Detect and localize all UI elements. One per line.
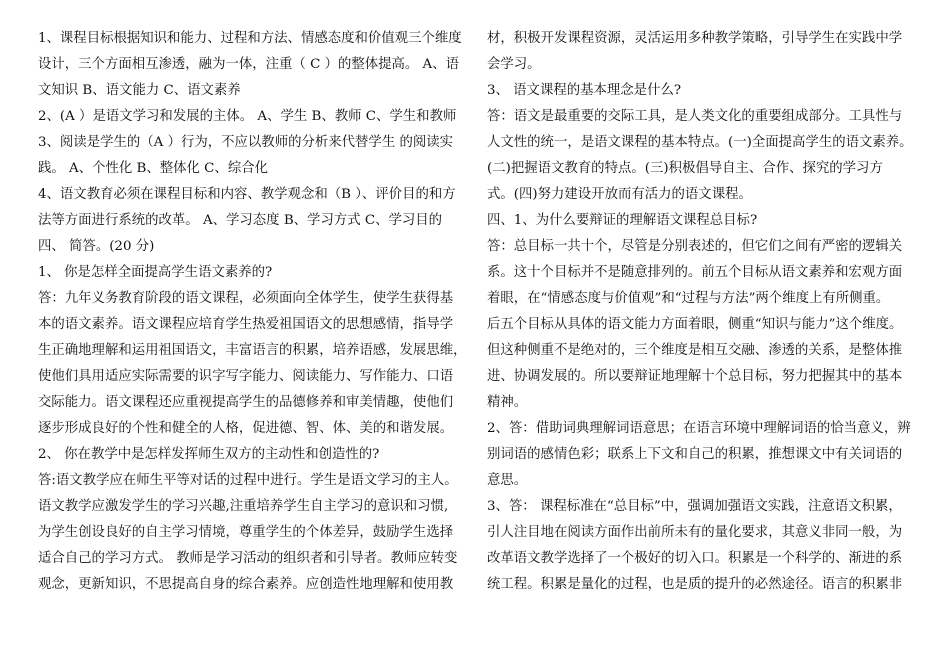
text-line: 设计，三个方面相互渗透，融为一体，注重（ C ）的整体提高。 A、语: [38, 57, 460, 72]
text-line: 式。(四)努力建设开放而有活力的语文课程。: [487, 187, 752, 202]
text-line: 3、答： 课程标准在“总目标”中，强调加强语文实践，注意语文积累，: [487, 499, 902, 514]
text-line: 意思。: [487, 473, 528, 488]
text-line: 着眼，在“情感态度与价值观”和“过程与方法”两个维度上有所侧重。: [487, 291, 890, 306]
text-line: 1、 你是怎样全面提高学生语文素养的?: [38, 265, 273, 280]
text-line: 材，积极开发课程资源，灵活运用多种教学策略，引导学生在实践中学: [487, 31, 903, 46]
text-line: 交际能力。语文课程还应重视提高学生的品德修养和审美情趣，使他们: [38, 395, 454, 410]
text-line: 答：总目标一共十个，尽管是分别表述的，但它们之间有严密的逻辑关: [487, 239, 903, 254]
left-column: [38, 26, 472, 598]
text-line: 引人注目地在阅读方面作出前所未有的量化要求，其意义非同一般，为: [487, 525, 903, 540]
text-line: 3、 语文课程的基本理念是什么?: [487, 83, 682, 98]
text-line: 4、语文教育必须在课程目标和内容、教学观念和（B ）、评价目的和方: [38, 187, 456, 202]
text-line: 但这种侧重不是绝对的，三个维度是相互交融、渗透的关系，是整体推: [487, 343, 903, 358]
text-line: 统工程。积累是量化的过程，也是质的提升的必然途径。语言的积累非: [487, 577, 903, 592]
text-line: 践。 A、个性化 B、整体化 C、综合化: [38, 161, 268, 176]
text-line: 观念，更新知识，不思提高自身的综合素养。应创造性地理解和使用教: [38, 577, 454, 592]
text-line: 四、 简答。(20 分): [38, 239, 155, 254]
text-line: 3、阅读是学生的（A ）行为，不应以教师的分析来代替学生 的阅读实: [38, 135, 454, 150]
text-line: 答：语文是最重要的交际工具，是人类文化的重要组成部分。工具性与: [487, 109, 903, 124]
text-line: 答：九年义务教育阶段的语文课程，必须面向全体学生，使学生获得基: [38, 291, 454, 306]
text-line: 法等方面进行系统的改革。 A、学习态度 B、学习方式 C、学习目的: [38, 213, 443, 228]
text-line: 语文教学应激发学生的学习兴趣,注重培养学生自主学习的意识和习惯,: [38, 499, 449, 514]
text-line: 精神。: [487, 395, 528, 410]
text-line: 系。这十个目标并不是随意排列的。前五个目标从语文素养和宏观方面: [487, 265, 903, 280]
text-line: 四、1、为什么要辩证的理解语文课程总目标?: [487, 213, 758, 228]
text-line: 1、课程目标根据知识和能力、过程和方法、情感态度和价值观三个维度: [38, 31, 462, 46]
text-line: 适合自己的学习方式。 教师是学习活动的组织者和引导者。教师应转变: [38, 551, 458, 566]
text-line: 改革语文教学选择了一个极好的切入口。积累是一个科学的、渐进的系: [487, 551, 903, 566]
text-line: 2、 你在教学中是怎样发挥师生双方的主动性和创造性的?: [38, 447, 380, 462]
text-line: 2、(A ）是语文学习和发展的主体。 A、学生 B、教师 C、学生和教师: [38, 109, 457, 124]
text-line: 别词语的感情色彩；联系上下文和自己的积累，推想课文中有关词语的: [487, 447, 903, 462]
text-line: 逐步形成良好的个性和健全的人格，促进德、智、体、美的和谐发展。: [38, 421, 454, 436]
text-line: 为学生创设良好的自主学习情境，尊重学生的个体差异，鼓励学生选择: [38, 525, 454, 540]
text-line: 2、答：借助词典理解词语意思；在语言环境中理解词语的恰当意义，辨: [487, 421, 911, 436]
text-line: (二)把握语文教育的特点。(三)积极倡导自主、合作、探究的学习方: [487, 161, 883, 176]
text-line: 使他们具用适应实际需要的识字写字能力、阅读能力、写作能力、口语: [38, 369, 454, 384]
text-line: 后五个目标从具体的语文能力方面着眼，侧重“知识与能力”这个维度。: [487, 317, 903, 332]
text-line: 本的语文素养。语文课程应培育学生热爱祖国语文的思想感情，指导学: [38, 317, 454, 332]
text-line: 答:语文教学应在师生平等对话的过程中进行。学生是语文学习的主人。: [38, 473, 458, 488]
text-line: 文知识 B、语文能力 C、语文素养: [38, 83, 241, 98]
text-line: 人文性的统一，是语文课程的基本特点。(一)全面提高学生的语文素养。: [487, 135, 913, 150]
text-line: 生正确地理解和运用祖国语文，丰富语言的积累，培养语感，发展思维，: [38, 343, 467, 358]
text-line: 进、协调发展的。所以要辩证地理解十个总目标，努力把握其中的基本: [487, 369, 903, 384]
text-line: 会学习。: [487, 57, 541, 72]
right-column: [487, 26, 918, 598]
